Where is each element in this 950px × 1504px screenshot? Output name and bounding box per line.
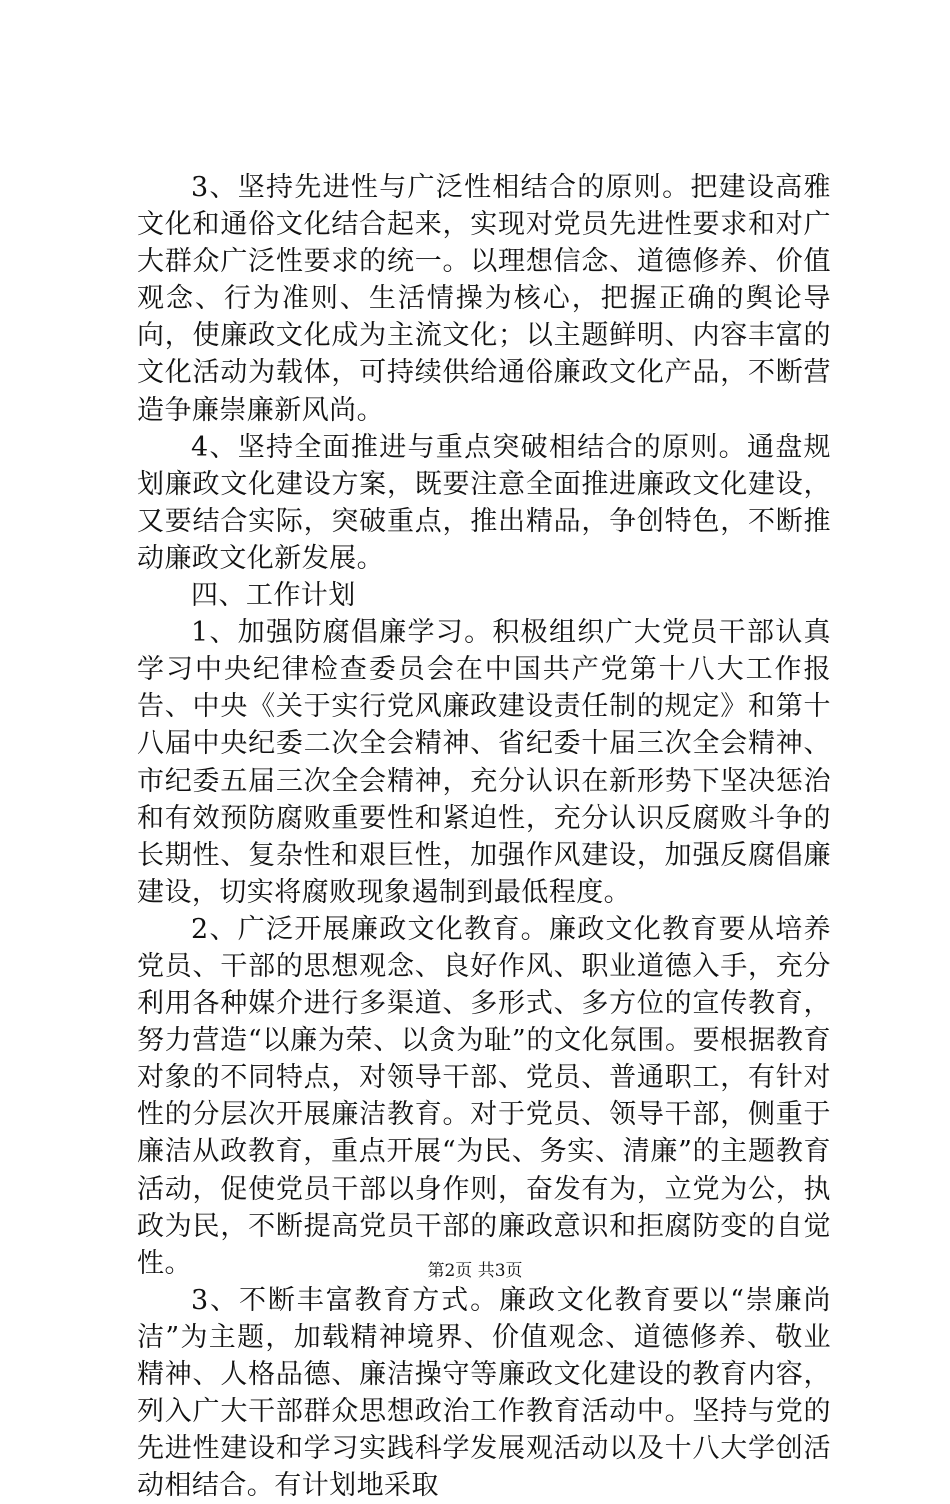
paragraph-plan-3: 3、不断丰富教育方式。廉政文化教育要以“崇廉尚洁”为主题，加载精神境界、价值观念、道德修养、敬业精神、人格品德、廉洁操守等廉政文化建设的教育内容，列入广大干部群众思想政治工作教育活动中。坚持与党的先进性建设和学习实践科学发展观活动以及十八大学创活动相结合。有计划地采取 [137, 1284, 831, 1502]
paragraph-principle-4: 4、坚持全面推进与重点突破相结合的原则。通盘规划廉政文化建设方案，既要注意全面推进廉政文化建设，又要结合实际，突破重点，推出精品，争创特色，不断推动廉政文化新发展。 [137, 431, 831, 574]
section-heading-work-plan: 四、工作计划 [191, 580, 356, 612]
document-body [137, 169, 831, 1504]
paragraph-principle-3: 3、坚持先进性与广泛性相结合的原则。把建设高雅文化和通俗文化结合起来，实现对党员先进性要求和对广大群众广泛性要求的统一。以理想信念、道德修养、价值观念、行为准则、生活情操为核心，把握正确的舆论导向，使廉政文化成为主流文化；以主题鲜明、内容丰富的文化活动为载体，可持续供给通俗廉政文化产品，不断营造争廉崇廉新风尚。 [137, 172, 831, 426]
page-number-footer: 第2页 共3页 [427, 1261, 523, 1281]
paragraph-plan-1: 1、加强防腐倡廉学习。积极组织广大党员干部认真学习中央纪律检查委员会在中国共产党第十八大工作报告、中央《关于实行党风廉政建设责任制的规定》和第十八届中央纪委二次全会精神、省纪委十届三次全会精神、市纪委五届三次全会精神，充分认识在新形势下坚决惩治和有效预防腐败重要性和紧迫性，充分认识反腐败斗争的长期性、复杂性和艰巨性，加强作风建设，加强反腐倡廉建设，切实将腐败现象遏制到最低程度。 [137, 617, 831, 908]
paragraph-plan-2: 2、广泛开展廉政文化教育。廉政文化教育要从培养党员、干部的思想观念、良好作风、职业道德入手，充分利用各种媒介进行多渠道、多形式、多方位的宣传教育，努力营造“以廉为荣、以贪为耻”的文化氛围。要根据教育对象的不同特点，对领导干部、党员、普通职工，有针对性的分层次开展廉洁教育。对于党员、领导干部，侧重于廉洁从政教育，重点开展“为民、务实、清廉”的主题教育活动，促使党员干部以身作则，奋发有为，立党为公，执政为民，不断提高党员干部的廉政意识和拒腐防变的自觉性。 [137, 913, 831, 1279]
